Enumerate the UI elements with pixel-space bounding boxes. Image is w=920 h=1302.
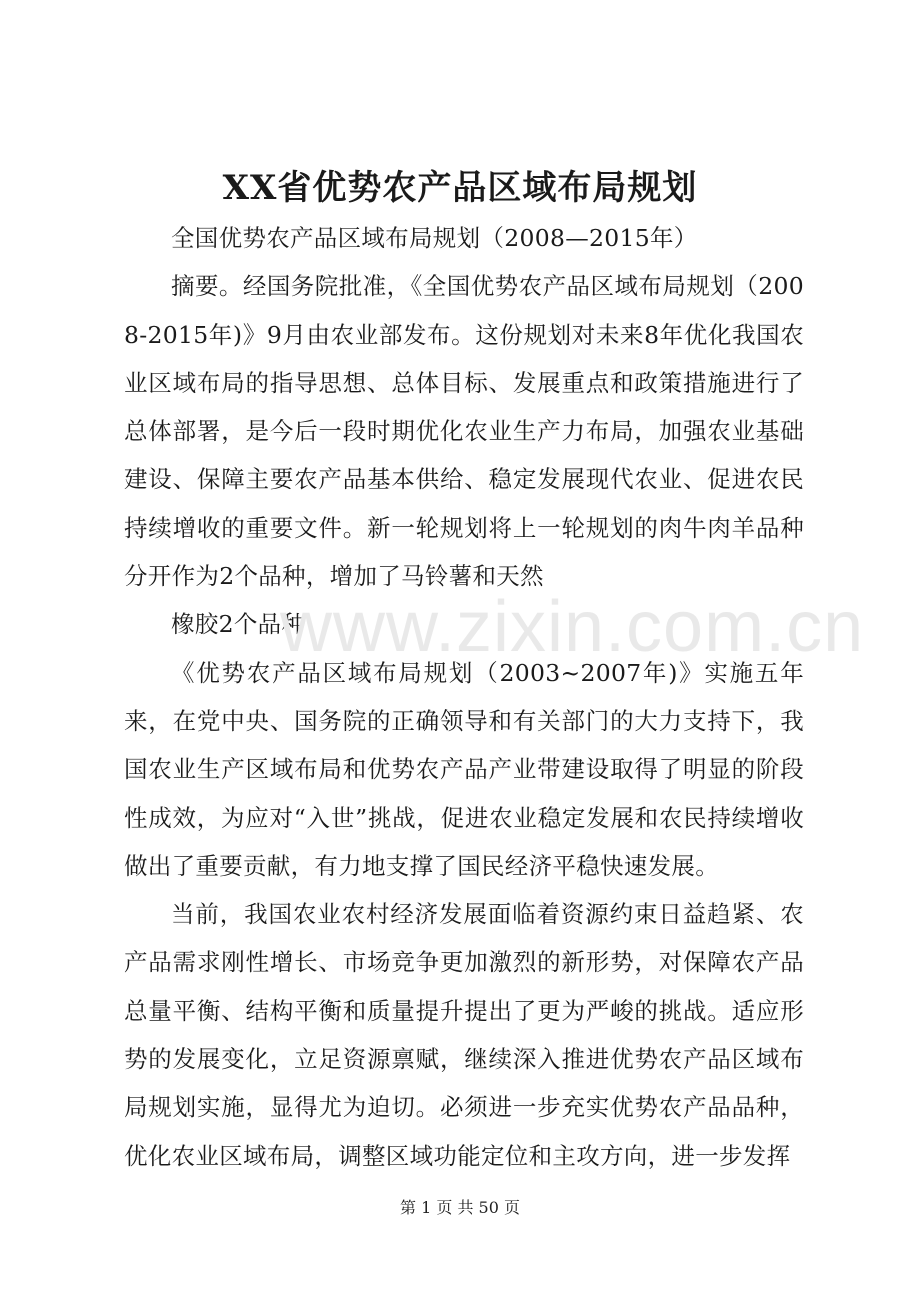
page-footer: 第 1 页 共 50 页: [400, 1198, 520, 1217]
paragraph-subtitle: 全国优势农产品区域布局规划（2008—2015年）: [171, 224, 698, 252]
watermark-text: www.zixin.com.cn: [280, 587, 865, 667]
paragraph-abstract: 摘要。经国务院批准，《全国优势农产品区域布局规划（2008-2015年)》9月由农业部发布。这份规划对未来8年优化我国农业区域布局的指导思想、总体目标、发展重点和政策措施进行了总体部署，是今后一段时期优化农业生产力布局，加强农业基础建设、保障主要农产品基本供给、稳定发展现代农业、促进农民持续增收的重要文件。新一轮规划将上一轮规划的肉牛肉羊品种分开作为2个品种，增加了马铃薯和天然: [124, 272, 804, 591]
document-body: [124, 214, 865, 1180]
paragraph-rubber: 橡胶2个品种: [171, 610, 306, 639]
paragraph-achievements: 《优势农产品区域布局规划（2003~2007年)》实施五年来，在党中央、国务院的正确领导和有关部门的大力支持下，我国农业生产区域布局和优势农产品产业带建设取得了明显的阶段性成效，为应对“入世”挑战，促进农业稳定发展和农民持续增收做出了重要贡献，有力地支撑了国民经济平稳快速发展。: [124, 658, 804, 880]
document-title: XX省优势农产品区域布局规划: [222, 168, 698, 208]
paragraph-current-situation: 当前，我国农业农村经济发展面临着资源约束日益趋紧、农产品需求刚性增长、市场竞争更加激烈的新形势，对保障农产品总量平衡、结构平衡和质量提升提出了更为严峻的挑战。适应形势的发展变化，立足资源禀赋，继续深入推进优势农产品区域布局规划实施，显得尤为迫切。必须进一步充实优势农产品品种，优化农业区域布局，调整区域功能定位和主攻方向，进一步发挥: [124, 900, 804, 1170]
